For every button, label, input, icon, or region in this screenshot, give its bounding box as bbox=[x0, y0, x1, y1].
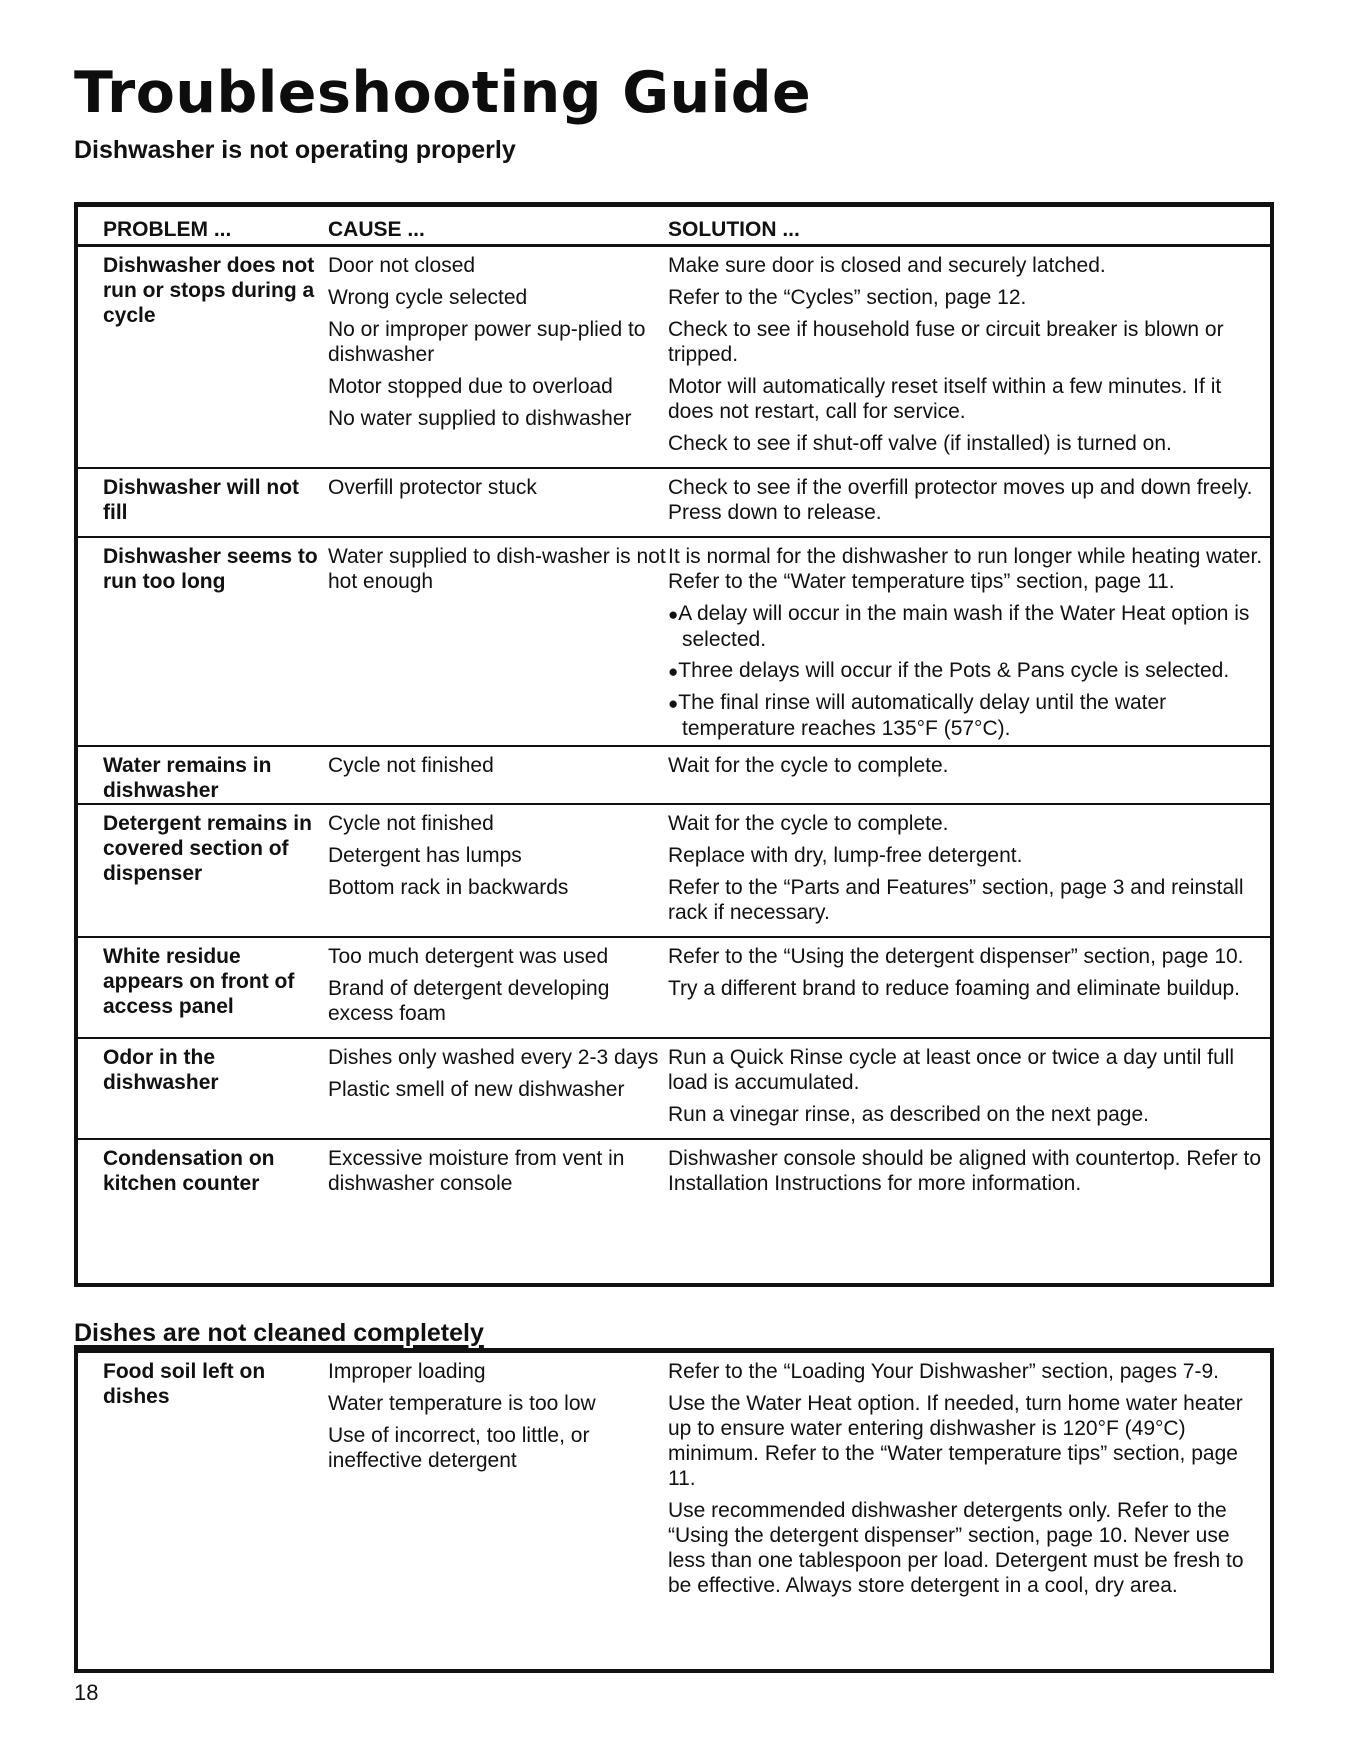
bullet-icon: ● bbox=[668, 662, 679, 681]
problem-cell: Odor in the dishwasher bbox=[103, 1046, 219, 1094]
bullet-icon: ● bbox=[668, 694, 679, 713]
problem-cell: Dishwasher will not fill bbox=[103, 476, 300, 524]
problem-cell: Food soil left on dishes bbox=[103, 1360, 266, 1408]
cause-text: No water supplied to dishwasher bbox=[328, 407, 632, 430]
cause-text: Use of incorrect, too little, or ineffective detergent bbox=[328, 1424, 590, 1472]
solution-cell bbox=[668, 1038, 1270, 1139]
cleaning-table bbox=[78, 1353, 1270, 1609]
solution-note-text: A delay will occur in the main wash if the Water Heat option is selected. bbox=[678, 602, 1250, 651]
solution-cell bbox=[668, 1353, 1270, 1609]
cause-cell bbox=[328, 804, 668, 937]
problem-cell: White residue appears on front of access panel bbox=[103, 945, 295, 1018]
table-row bbox=[78, 1038, 1270, 1139]
solution-text: Motor will automatically reset itself within a few minutes. If it does not restart, call for service. bbox=[668, 375, 1222, 423]
operating-table-body bbox=[78, 246, 1270, 1208]
cause-text: Improper loading bbox=[328, 1360, 486, 1383]
solution-text: Make sure door is closed and securely latched. bbox=[668, 254, 1106, 277]
solution-text: Refer to the “Parts and Features” section, page 3 and reinstall rack if necessary. bbox=[668, 876, 1244, 924]
cause-text: Brand of detergent developing excess foam bbox=[328, 977, 610, 1025]
solution-text: It is normal for the dishwasher to run longer while heating water. Refer to the “Water temperature tips” section, page 11. bbox=[668, 545, 1263, 593]
table-header-row bbox=[78, 207, 1270, 246]
table-row bbox=[78, 537, 1270, 746]
cause-cell bbox=[328, 246, 668, 469]
cause-text: Cycle not finished bbox=[328, 754, 494, 777]
table-row bbox=[78, 1353, 1270, 1609]
section-heading-not-operating: Dishwasher is not operating properly bbox=[74, 136, 516, 164]
solution-text: Check to see if shut-off valve (if installed) is turned on. bbox=[668, 432, 1172, 455]
operating-table bbox=[78, 207, 1270, 1207]
cause-text: Wrong cycle selected bbox=[328, 286, 528, 309]
solution-cell bbox=[668, 937, 1270, 1038]
cause-cell bbox=[328, 537, 668, 746]
solution-text: Try a different brand to reduce foaming and eliminate buildup. bbox=[668, 977, 1241, 1000]
cause-cell bbox=[328, 468, 668, 537]
cleaning-table-body bbox=[78, 1353, 1270, 1609]
table-row bbox=[78, 937, 1270, 1038]
solution-cell bbox=[668, 537, 1270, 746]
solution-cell bbox=[668, 746, 1270, 804]
section-heading-not-cleaned: Dishes are not cleaned completely bbox=[74, 1319, 484, 1347]
cause-text: Detergent has lumps bbox=[328, 844, 522, 867]
problem-cell: Water remains in dishwasher bbox=[103, 754, 272, 802]
problem-cell: Detergent remains in covered section of dispenser bbox=[103, 812, 312, 885]
solution-text: Run a Quick Rinse cycle at least once or twice a day until full load is accumulated. bbox=[668, 1046, 1235, 1094]
solution-text: Refer to the “Cycles” section, page 12. bbox=[668, 286, 1027, 309]
table-row bbox=[78, 804, 1270, 937]
page-title: Troubleshooting Guide bbox=[74, 60, 812, 126]
solution-text: Replace with dry, lump-free detergent. bbox=[668, 844, 1023, 867]
header-problem: PROBLEM ... bbox=[103, 218, 232, 241]
table-row bbox=[78, 468, 1270, 537]
cause-text: Cycle not finished bbox=[328, 812, 494, 835]
cause-text: Overfill protector stuck bbox=[328, 476, 537, 499]
solution-cell bbox=[668, 246, 1270, 469]
solution-text: Refer to the “Loading Your Dishwasher” section, pages 7-9. bbox=[668, 1360, 1219, 1383]
cause-text: Water temperature is too low bbox=[328, 1392, 596, 1415]
solution-cell bbox=[668, 1139, 1270, 1207]
solution-note-text: The final rinse will automatically delay until the water temperature reaches 135°F (57°C). bbox=[678, 691, 1167, 740]
solution-text: Refer to the “Using the detergent dispenser” section, page 10. bbox=[668, 945, 1244, 968]
solution-note-text: Three delays will occur if the Pots & Pans cycle is selected. bbox=[678, 659, 1230, 682]
problem-cell: Dishwasher does not run or stops during a cycle bbox=[103, 254, 315, 327]
troubleshooting-table-cleaning bbox=[74, 1348, 1274, 1673]
page-number: 18 bbox=[74, 1680, 99, 1705]
table-row bbox=[78, 246, 1270, 469]
header-solution: SOLUTION ... bbox=[668, 218, 800, 241]
solution-text: Wait for the cycle to complete. bbox=[668, 754, 949, 777]
cause-text: No or improper power sup-plied to dishwasher bbox=[328, 318, 646, 366]
cause-text: Bottom rack in backwards bbox=[328, 876, 569, 899]
cause-cell bbox=[328, 1038, 668, 1139]
cause-cell bbox=[328, 1139, 668, 1207]
solution-text: Wait for the cycle to complete. bbox=[668, 812, 949, 835]
cause-text: Too much detergent was used bbox=[328, 945, 609, 968]
solution-cell bbox=[668, 468, 1270, 537]
cause-text: Dishes only washed every 2-3 days bbox=[328, 1046, 659, 1069]
problem-cell: Condensation on kitchen counter bbox=[103, 1147, 275, 1195]
problem-cell: Dishwasher seems to run too long bbox=[103, 545, 318, 593]
solution-text: Run a vinegar rinse, as described on the next page. bbox=[668, 1103, 1149, 1126]
header-cause: CAUSE ... bbox=[328, 218, 425, 241]
solution-text: Use the Water Heat option. If needed, turn home water heater up to ensure water entering dishwasher is 120°F (49°C) minimum. Refer to the “Water temperature tips” section, page 11. bbox=[668, 1392, 1243, 1490]
solution-note bbox=[668, 601, 1270, 652]
cause-text: Plastic smell of new dishwasher bbox=[328, 1078, 625, 1101]
solution-text: Check to see if the overfill protector moves up and down freely. Press down to release. bbox=[668, 476, 1253, 524]
bullet-icon: ● bbox=[668, 605, 679, 624]
cause-text: Excessive moisture from vent in dishwasher console bbox=[328, 1147, 625, 1195]
solution-note bbox=[668, 690, 1270, 741]
solution-text: Check to see if household fuse or circuit breaker is blown or tripped. bbox=[668, 318, 1224, 366]
troubleshooting-table-operating bbox=[74, 202, 1274, 1287]
solution-text: Dishwasher console should be aligned with countertop. Refer to Installation Instructions for more information. bbox=[668, 1147, 1262, 1195]
solution-cell bbox=[668, 804, 1270, 937]
cause-cell bbox=[328, 1353, 668, 1609]
solution-text: Use recommended dishwasher detergents only. Refer to the “Using the detergent dispenser” section, page 10. Never use less than one tablespoon per load. Detergent must be fresh to be effective. Always store detergent in a cool, dry area. bbox=[668, 1499, 1244, 1597]
cause-cell bbox=[328, 746, 668, 804]
cause-cell bbox=[328, 937, 668, 1038]
table-row bbox=[78, 746, 1270, 804]
table-row bbox=[78, 1139, 1270, 1207]
cause-text: Water supplied to dish-washer is not hot enough bbox=[328, 545, 666, 593]
cause-text: Motor stopped due to overload bbox=[328, 375, 613, 398]
cause-text: Door not closed bbox=[328, 254, 476, 277]
solution-note bbox=[668, 658, 1270, 684]
